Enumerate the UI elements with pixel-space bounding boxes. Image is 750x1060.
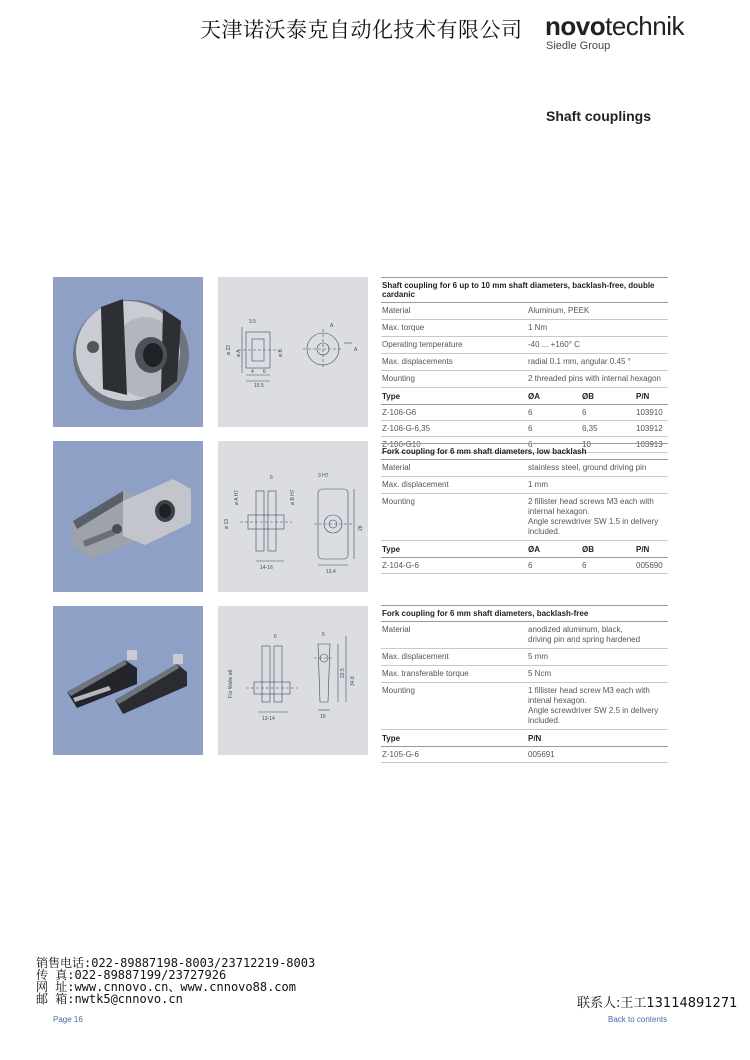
section-title: Shaft couplings (546, 108, 651, 124)
spec-row: Material anodized aluminum, black, driving pin and spring hardened (381, 622, 668, 649)
dim-label: ø 13 (224, 518, 230, 529)
dim-label: ø A H7 (234, 489, 240, 505)
logo-light: technik (605, 11, 684, 41)
dim-label: 3.5 (249, 319, 256, 325)
spec-row: Material stainless steel, ground driving pin (381, 460, 668, 477)
dim-label: A (330, 323, 334, 329)
page-number: Page 16 (53, 1015, 83, 1024)
dim-label: 6 (274, 634, 277, 640)
sales-phone: 销售电话:022-89887198-8003/23712219-8003 (36, 956, 316, 970)
spec-title: Fork coupling for 6 mm shaft diameters, backlash-free (381, 605, 668, 622)
dim-label: 3 H7 (318, 473, 329, 479)
dim-label: 4 (251, 369, 254, 375)
spec-row: Mounting 2 fillister head screws M3 each with internal hexagon. Angle screwdriver SW 1.5 in delivery included. (381, 494, 668, 541)
dim-label: 34.8 (350, 676, 356, 686)
spec-row: Max. displacements radial 0.1 mm, angular 0.45 ° (381, 354, 668, 371)
dim-label: 28 (358, 525, 364, 531)
technical-drawing-z104 (218, 441, 368, 592)
email[interactable]: 邮 箱:nwtk5@cnnovo.cn (36, 992, 183, 1006)
spec-row: Mounting 2 threaded pins with internal hexagon (381, 371, 668, 388)
dim-label: A (354, 347, 358, 353)
spec-table-z104 (381, 443, 668, 574)
type-table-header: Type ØA ØB P/N (381, 541, 668, 558)
dim-label: 15.5 (254, 383, 264, 389)
fax: 传 真:022-89887199/23727926 (36, 968, 227, 982)
dim-label: 5 (322, 632, 325, 638)
table-row: Z-106-G6 6 6 103910 (381, 405, 668, 421)
dim-label: ø B H7 (290, 489, 296, 505)
dim-label: ø B (278, 349, 284, 357)
contact-info (36, 957, 315, 1005)
dim-label: Für Welle ø6 (228, 669, 234, 698)
dim-label: ø 22 (226, 344, 232, 355)
table-row: Z-105-G-6 005691 (381, 747, 668, 763)
table-row: Z-106-G10 6 10 103913 (381, 437, 668, 453)
contact-person: 联系人:王工13114891271 (577, 996, 738, 1011)
back-to-contents-link[interactable]: Back to contents (608, 1015, 668, 1024)
dim-label: ø A (236, 349, 242, 357)
product-photo-z105 (53, 606, 203, 755)
dim-label: 6 (263, 369, 266, 375)
dim-label: 10 (320, 714, 326, 720)
website[interactable]: 网 址:www.cnnovo.cn、www.cnnovo88.com (36, 980, 296, 994)
spec-row: Operating temperature -40 ... +160° C (381, 337, 668, 354)
spec-title: Fork coupling for 6 mm shaft diameters, low backlash (381, 443, 668, 460)
spec-row: Max. torque 1 Nm (381, 320, 668, 337)
dim-label: 14-16 (260, 565, 273, 571)
spec-table-z106 (381, 277, 668, 453)
product-photo-z104 (53, 441, 203, 592)
technical-drawing-z106 (218, 277, 368, 427)
logo-subtitle: Siedle Group (546, 40, 611, 52)
spec-table-z105 (381, 605, 668, 763)
novotechnik-logo (545, 12, 684, 52)
spec-row: Material Aluminum, PEEK (381, 303, 668, 320)
spec-row: Mounting 1 fillister head screw M3 each with intenal hexagon. Angle screwdriver SW 2.5 in delivery included. (381, 683, 668, 730)
type-table-header: Type P/N (381, 730, 668, 747)
type-table-header: Type ØA ØB P/N (381, 388, 668, 405)
spec-row: Max. transferable torque 5 Ncm (381, 666, 668, 683)
spec-row: Max. displacement 5 mm (381, 649, 668, 666)
company-name-cn: 天津诺沃泰克自动化技术有限公司 (200, 18, 523, 42)
spec-row: Max. displacement 1 mm (381, 477, 668, 494)
logo-bold: novo (545, 11, 606, 41)
dim-label: 13.4 (326, 569, 336, 575)
table-row: Z-106-G-6,35 6 6,35 103912 (381, 421, 668, 437)
dim-label: 6 (270, 475, 273, 481)
spec-title: Shaft coupling for 6 up to 10 mm shaft diameters, backlash-free, double cardanic (381, 277, 668, 303)
product-photo-z106 (53, 277, 203, 427)
dim-label: 22.5 (340, 668, 346, 678)
table-row: Z-104-G-6 6 6 005690 (381, 558, 668, 574)
technical-drawing-z105 (218, 606, 368, 755)
dim-label: 13-14 (262, 716, 275, 722)
